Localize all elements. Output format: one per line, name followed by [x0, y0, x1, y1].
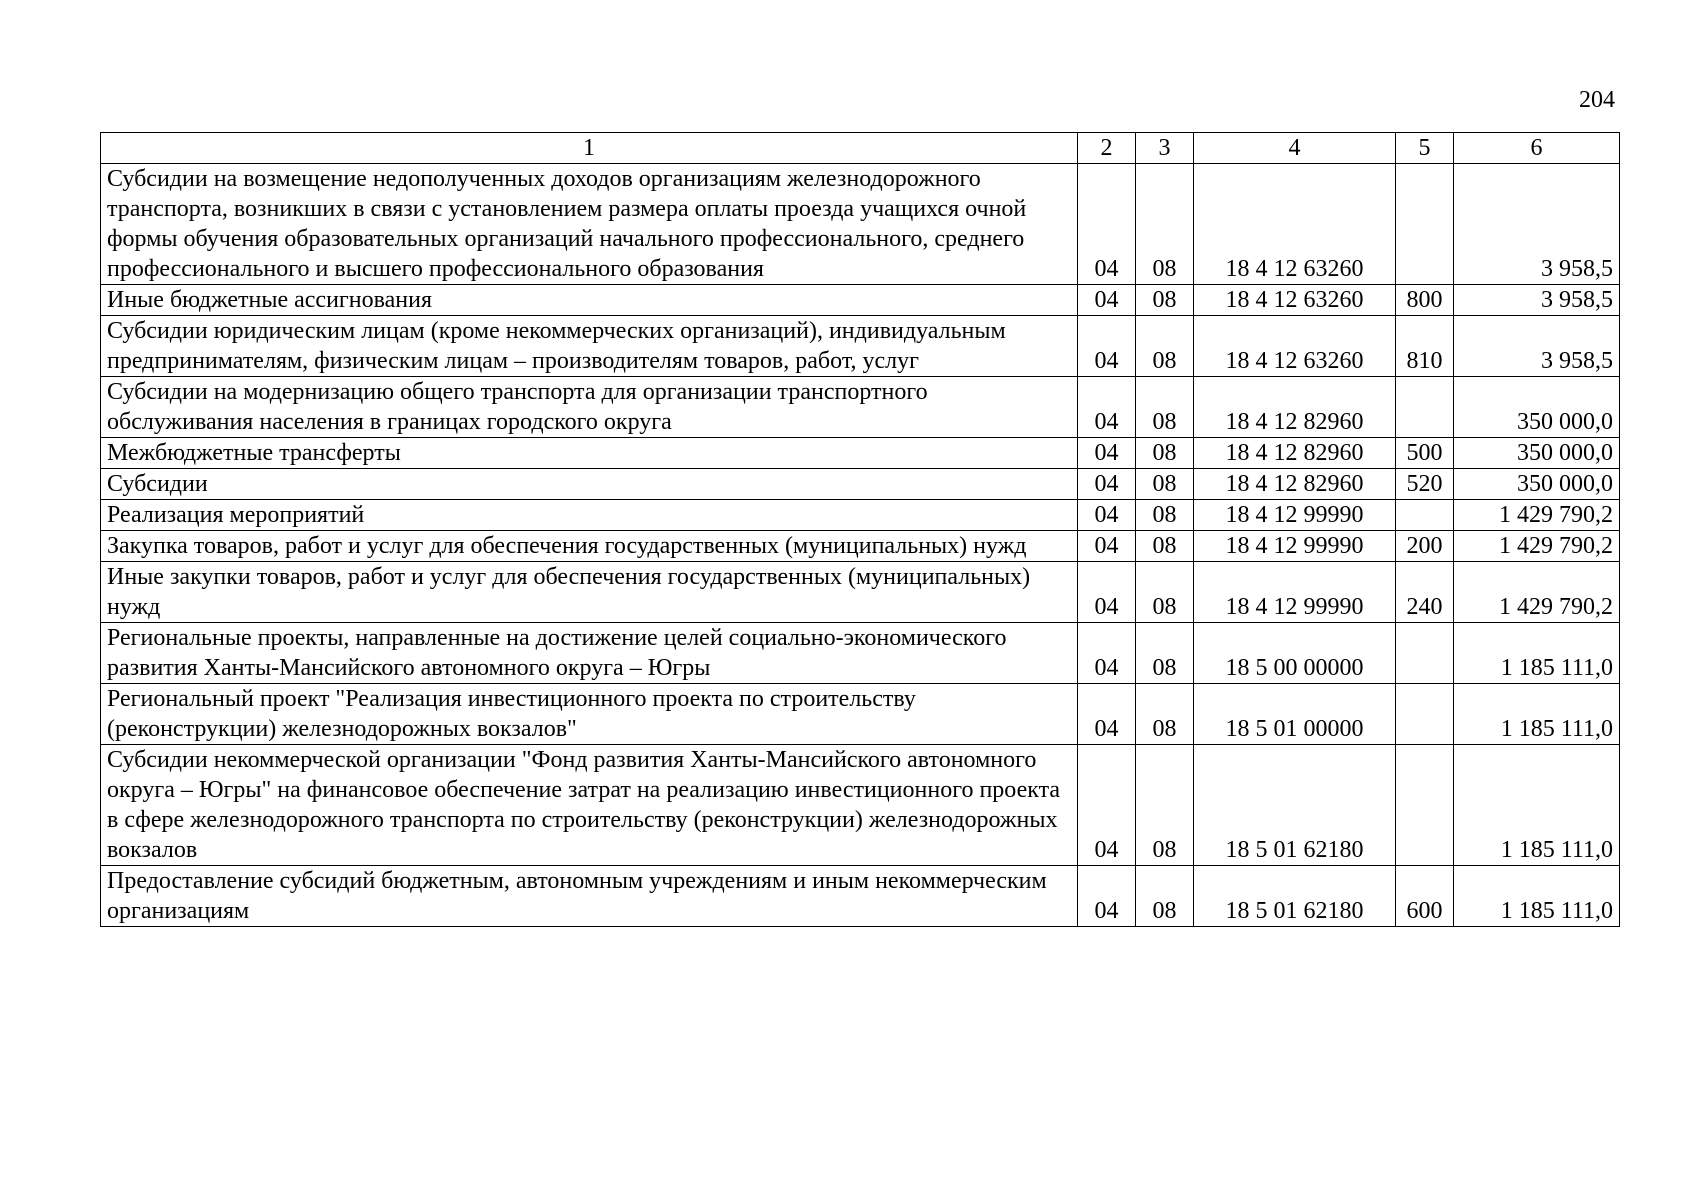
row-expense-type-cell: 500 — [1396, 438, 1454, 469]
row-amount-cell: 350 000,0 — [1454, 438, 1620, 469]
row-target-code-cell: 18 5 01 00000 — [1194, 684, 1396, 745]
row-amount-cell: 3 958,5 — [1454, 316, 1620, 377]
row-name-cell: Межбюджетные трансферты — [101, 438, 1078, 469]
row-amount-cell: 1 185 111,0 — [1454, 684, 1620, 745]
row-subsection-cell: 08 — [1136, 285, 1194, 316]
row-subsection-cell: 08 — [1136, 623, 1194, 684]
row-name-cell: Иные закупки товаров, работ и услуг для обеспечения государственных (муниципальных) нужд — [101, 562, 1078, 623]
row-subsection-cell: 08 — [1136, 684, 1194, 745]
row-target-code-cell: 18 4 12 82960 — [1194, 377, 1396, 438]
table-row — [101, 438, 1620, 469]
row-target-code-cell: 18 5 00 00000 — [1194, 623, 1396, 684]
row-amount-cell: 1 185 111,0 — [1454, 866, 1620, 927]
row-section-cell: 04 — [1078, 866, 1136, 927]
row-expense-type-cell: 200 — [1396, 531, 1454, 562]
row-expense-type-cell — [1396, 500, 1454, 531]
budget-table — [100, 132, 1620, 927]
row-amount-cell: 1 429 790,2 — [1454, 531, 1620, 562]
row-section-cell: 04 — [1078, 377, 1136, 438]
row-target-code-cell: 18 4 12 99990 — [1194, 562, 1396, 623]
row-subsection-cell: 08 — [1136, 562, 1194, 623]
row-target-code-cell: 18 4 12 99990 — [1194, 500, 1396, 531]
row-amount-cell: 350 000,0 — [1454, 377, 1620, 438]
row-target-code-cell: 18 4 12 82960 — [1194, 438, 1396, 469]
row-subsection-cell: 08 — [1136, 531, 1194, 562]
row-subsection-cell: 08 — [1136, 469, 1194, 500]
row-expense-type-cell — [1396, 623, 1454, 684]
header-col-1: 1 — [101, 133, 1078, 164]
row-name-cell: Региональный проект "Реализация инвестиционного проекта по строительству (реконструкции) железнодорожных вокзалов" — [101, 684, 1078, 745]
row-target-code-cell: 18 4 12 63260 — [1194, 316, 1396, 377]
table-row — [101, 684, 1620, 745]
row-subsection-cell: 08 — [1136, 438, 1194, 469]
row-target-code-cell: 18 4 12 63260 — [1194, 285, 1396, 316]
table-row — [101, 531, 1620, 562]
row-target-code-cell: 18 4 12 99990 — [1194, 531, 1396, 562]
row-section-cell: 04 — [1078, 684, 1136, 745]
row-amount-cell: 1 429 790,2 — [1454, 500, 1620, 531]
row-section-cell: 04 — [1078, 500, 1136, 531]
row-expense-type-cell: 800 — [1396, 285, 1454, 316]
row-section-cell: 04 — [1078, 562, 1136, 623]
row-name-cell: Субсидии юридическим лицам (кроме некоммерческих организаций), индивидуальным предпринимателям, физическим лицам – производителям товаров, работ, услуг — [101, 316, 1078, 377]
row-expense-type-cell — [1396, 745, 1454, 866]
header-col-2: 2 — [1078, 133, 1136, 164]
table-row — [101, 745, 1620, 866]
table-row — [101, 285, 1620, 316]
row-section-cell: 04 — [1078, 531, 1136, 562]
table-row — [101, 377, 1620, 438]
row-section-cell: 04 — [1078, 285, 1136, 316]
table-row — [101, 500, 1620, 531]
row-expense-type-cell — [1396, 164, 1454, 285]
row-name-cell: Субсидии на модернизацию общего транспорта для организации транспортного обслуживания населения в границах городского округа — [101, 377, 1078, 438]
row-amount-cell: 1 429 790,2 — [1454, 562, 1620, 623]
page-number: 204 — [1579, 87, 1615, 113]
row-name-cell: Реализация мероприятий — [101, 500, 1078, 531]
row-section-cell: 04 — [1078, 316, 1136, 377]
row-subsection-cell: 08 — [1136, 164, 1194, 285]
row-name-cell: Субсидии на возмещение недополученных доходов организациям железнодорожного транспорта, возникших в связи с установлением размера оплаты проезда учащихся очной формы обучения образовательных организаций начального профессионального, среднего профессионального и высшего профессионального образования — [101, 164, 1078, 285]
row-subsection-cell: 08 — [1136, 316, 1194, 377]
row-expense-type-cell: 600 — [1396, 866, 1454, 927]
header-row — [101, 133, 1620, 164]
table-row — [101, 164, 1620, 285]
row-name-cell: Региональные проекты, направленные на достижение целей социально-экономического развития Ханты-Мансийского автономного округа – Югры — [101, 623, 1078, 684]
row-amount-cell: 1 185 111,0 — [1454, 623, 1620, 684]
row-name-cell: Предоставление субсидий бюджетным, автономным учреждениям и иным некоммерческим организациям — [101, 866, 1078, 927]
row-expense-type-cell: 810 — [1396, 316, 1454, 377]
row-target-code-cell: 18 4 12 82960 — [1194, 469, 1396, 500]
row-amount-cell: 350 000,0 — [1454, 469, 1620, 500]
table-row — [101, 562, 1620, 623]
row-section-cell: 04 — [1078, 469, 1136, 500]
row-target-code-cell: 18 5 01 62180 — [1194, 745, 1396, 866]
row-amount-cell: 1 185 111,0 — [1454, 745, 1620, 866]
row-name-cell: Иные бюджетные ассигнования — [101, 285, 1078, 316]
row-amount-cell: 3 958,5 — [1454, 164, 1620, 285]
row-target-code-cell: 18 5 01 62180 — [1194, 866, 1396, 927]
table-row — [101, 623, 1620, 684]
row-section-cell: 04 — [1078, 164, 1136, 285]
row-subsection-cell: 08 — [1136, 745, 1194, 866]
row-subsection-cell: 08 — [1136, 500, 1194, 531]
header-col-5: 5 — [1396, 133, 1454, 164]
row-amount-cell: 3 958,5 — [1454, 285, 1620, 316]
row-expense-type-cell — [1396, 377, 1454, 438]
row-expense-type-cell — [1396, 684, 1454, 745]
row-name-cell: Субсидии некоммерческой организации "Фонд развития Ханты-Мансийского автономного округа – Югры" на финансовое обеспечение затрат на реализацию инвестиционного проекта в сфере железнодорожного транспорта по строительству (реконструкции) железнодорожных вокзалов — [101, 745, 1078, 866]
row-subsection-cell: 08 — [1136, 377, 1194, 438]
row-expense-type-cell: 520 — [1396, 469, 1454, 500]
table-row — [101, 866, 1620, 927]
row-section-cell: 04 — [1078, 438, 1136, 469]
row-name-cell: Закупка товаров, работ и услуг для обеспечения государственных (муниципальных) нужд — [101, 531, 1078, 562]
header-col-3: 3 — [1136, 133, 1194, 164]
row-target-code-cell: 18 4 12 63260 — [1194, 164, 1396, 285]
header-col-6: 6 — [1454, 133, 1620, 164]
row-section-cell: 04 — [1078, 745, 1136, 866]
table-body — [101, 164, 1620, 927]
header-col-4: 4 — [1194, 133, 1396, 164]
table-row — [101, 316, 1620, 377]
table-row — [101, 469, 1620, 500]
row-subsection-cell: 08 — [1136, 866, 1194, 927]
row-expense-type-cell: 240 — [1396, 562, 1454, 623]
row-section-cell: 04 — [1078, 623, 1136, 684]
row-name-cell: Субсидии — [101, 469, 1078, 500]
